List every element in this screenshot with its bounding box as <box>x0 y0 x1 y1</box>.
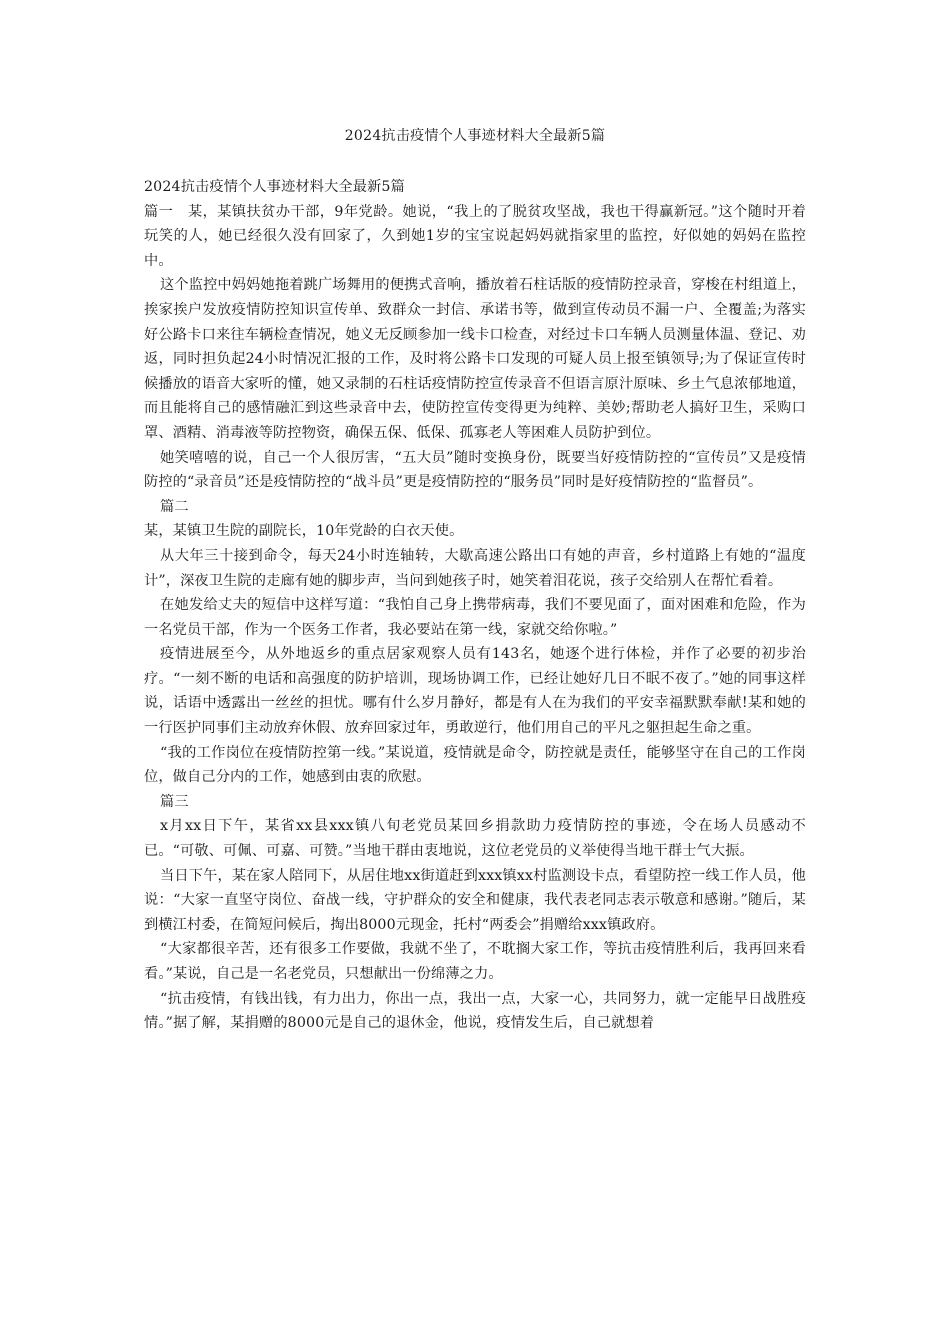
paragraph: 当日下午，某在家人陪同下，从居住地xx街道赶到xxx镇xx村监测设卡点，看望防控一线工作人员，他说：“大家一直坚守岗位、奋战一线，守护群众的安全和健康，我代表老同志表示敬意和感谢。”随后，某到横江村委，在简短问候后，掏出8000元现金，托村“两委会”捐赠给xxx镇政府。 <box>144 867 806 933</box>
paragraph: “我的工作岗位在疫情防控第一线。”某说道，疫情就是命令，防控就是责任，能够坚守在自己的工作岗位，做自己分内的工作，她感到由衷的欣慰。 <box>144 744 806 786</box>
paragraph: 疫情进展至今，从外地返乡的重点居家观察人员有143名，她逐个进行体检，并作了必要的初步治疗。“一刻不断的电话和高强度的防护培训，现场协调工作，已经让她好几日不眠不夜了。”她的同事这样说，话语中透露出一丝丝的担忧。哪有什么岁月静好，都是有人在为我们的平安幸福默默奉献!某和她的一行医护同事们主动放弃休假、放弃回家过年，勇敢逆行，他们用自己的平凡之躯担起生命之重。 <box>144 646 806 737</box>
paragraph: 篇二 <box>160 498 189 515</box>
paragraph: 她笑嘻嘻的说，自己一个人很厉害，“五大员”随时变换身份，既要当好疫情防控的“宣传员”又是疫情防控的“录音员”还是疫情防控的“战斗员”更是疫情防控的“服务员”同时是好疫情防控的“监督员”。 <box>144 449 806 491</box>
paragraph: 这个监控中妈妈她拖着跳广场舞用的便携式音响，播放着石柱话版的疫情防控录音，穿梭在村组道上，挨家挨户发放疫情防控知识宣传单、致群众一封信、承诺书等，做到宣传动员不漏一户、全覆盖;为落实好公路卡口来往车辆检查情况，她义无反顾参加一线卡口检查，对经过卡口车辆人员测量体温、登记、劝返，同时担负起24小时情况汇报的工作，及时将公路卡口发现的可疑人员上报至镇领导;为了保证宣传时候播放的语音大家听的懂，她又录制的石柱话疫情防控宣传录音不但语言原汁原味、乡土气息浓郁地道，而且能将自己的感情融汇到这些录音中去，使防控宣传变得更为纯粹、美妙;帮助老人搞好卫生，采购口罩、酒精、消毒液等防控物资，确保五保、低保、孤寡老人等困难人员防护到位。 <box>144 277 806 441</box>
document-title: 2024抗击疫情个人事迹材料大全最新5篇 <box>344 128 606 144</box>
paragraph: 2024抗击疫情个人事迹材料大全最新5篇 <box>144 179 405 195</box>
document-body <box>144 175 806 1036</box>
paragraph: “大家都很辛苦，还有很多工作要做，我就不坐了，不耽搁大家工作，等抗击疫情胜利后，我再回来看看。”某说，自己是一名老党员，只想献出一份绵薄之力。 <box>144 941 806 982</box>
paragraph: 从大年三十接到命令，每天24小时连轴转，大歇高速公路出口有她的声音，乡村道路上有她的“温度计”，深夜卫生院的走廊有她的脚步声，当问到她孩子时，她笑着泪花说，孩子交给别人在帮忙看着。 <box>144 547 806 589</box>
paragraph: 篇一 某，某镇扶贫办干部，9年党龄。她说，“我上的了脱贫攻坚战，我也干得赢新冠。”这个随时开着玩笑的人，她已经很久没有回家了，久到她1岁的宝宝说起妈妈就指家里的监控，好似她的妈妈在监控中。 <box>144 203 806 269</box>
paragraph: 篇三 <box>160 793 189 810</box>
paragraph: 某，某镇卫生院的副院长，10年党龄的白衣天使。 <box>144 523 464 540</box>
paragraph: 在她发给丈夫的短信中这样写道：“我怕自己身上携带病毒，我们不要见面了，面对困难和危险，作为一名党员干部，作为一个医务工作者，我必要站在第一线，家就交给你啦。” <box>144 597 806 638</box>
paragraph: “抗击疫情，有钱出钱，有力出力，你出一点，我出一点，大家一心，共同努力，就一定能早日战胜疫情。”据了解，某捐赠的8000元是自己的退休金，他说，疫情发生后，自己就想着 <box>144 990 806 1032</box>
paragraph: x月xx日下午，某省xx县xxx镇八旬老党员某回乡捐款助力疫情防控的事迹，令在场人员感动不已。“可敬、可佩、可嘉、可赞。”当地干群由衷地说，这位老党员的义举使得当地干群士气大振。 <box>144 818 806 860</box>
